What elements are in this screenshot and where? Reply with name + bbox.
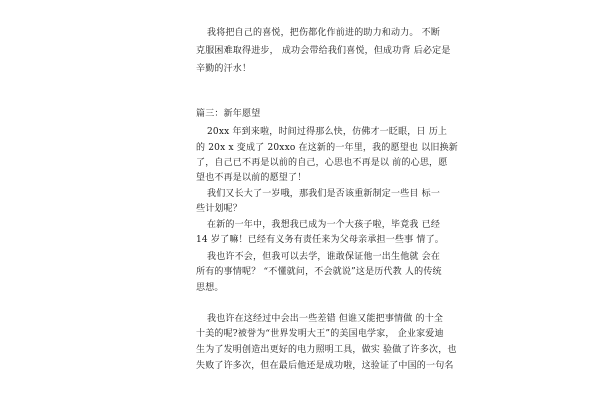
paragraph-line-1: 20xx 年到来啦，时间过得那么快，仿佛才一眨眼，日 历上	[207, 127, 448, 137]
paragraph-line-2: 的 20x x 变成了 20xxo 在这新的一年里，我的愿望也 以旧换新	[196, 143, 458, 153]
section-heading: 篇三：新年愿望	[196, 109, 261, 119]
paragraph-line-3: 了，自己已不再是以前的自己，心思也不再是以 前的心思，愿	[196, 158, 448, 168]
intro-line-1: 我将把自己的喜悦，把伤都化作前进的助力和动力。 不断	[207, 28, 441, 38]
paragraph-line-13: 十美的呢?被誉为“世界发明大王”的美国电学家， 企业家爱迪	[196, 329, 444, 339]
paragraph-line-11: 思想。	[196, 283, 224, 293]
paragraph-line-15: 失败了许多次，但在最后他还是成功啦，这验证了中国的一句名	[196, 361, 454, 371]
paragraph-line-5: 我们又长大了一岁哦，那我们是否该重新制定一些目 标一	[207, 189, 441, 199]
paragraph-line-9: 我也许不会，但我可以去学，谁敢保证他一出生他就 会在	[207, 252, 441, 262]
paragraph-line-6: 些计划呢？	[196, 204, 243, 214]
intro-line-2: 克服困难取得进步， 成功会带给我们喜悦，但成功背 后必定是	[196, 46, 451, 56]
paragraph-line-10: 所有的事情呢？ “不懂就问，不会就说”这是历代教 人的传统	[196, 267, 442, 277]
paragraph-line-14: 生为了发明创造出更好的电力照明工具，做实 验做了许多次，也	[196, 345, 457, 355]
paragraph-line-7: 在新的一年中，我想我已成为一个大孩子啦，毕竟我 已经	[207, 220, 441, 230]
paragraph-line-12: 我也许在这经过中会出一些差错 但谁又能把事情做 的十全	[207, 314, 444, 324]
paragraph-line-4: 望也不再是以前的愿望了！	[196, 173, 307, 183]
intro-line-3: 辛勤的汗水！	[196, 64, 252, 74]
paragraph-line-8: 14 岁了嘛！已经有义务有责任来为父母亲承担一些事 情了。	[196, 235, 444, 245]
